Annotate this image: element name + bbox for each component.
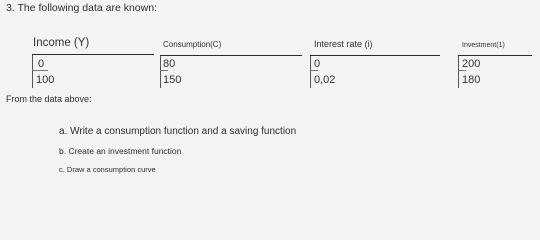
- row-separator: [310, 70, 318, 71]
- task-item-a: a. Write a consumption function and a saving function: [59, 126, 297, 137]
- header-investment: Investment(1): [462, 42, 505, 49]
- table-cell-interest: 0,02: [314, 74, 336, 86]
- task-item-c: c. Draw a consumption curve: [59, 165, 156, 174]
- header-rule-consumption: [160, 55, 302, 56]
- table-cell-income: 0: [38, 58, 45, 70]
- row-separator: [458, 70, 466, 71]
- table-cell-investment: 200: [462, 58, 481, 70]
- from-data-label: From the data above:: [6, 94, 92, 104]
- header-rule-interest: [310, 55, 440, 56]
- column-border-investment: [458, 56, 459, 88]
- table-cell-income: 100: [36, 74, 55, 86]
- question-heading: 3. The following data are known:: [6, 2, 157, 14]
- column-border-interest: [310, 56, 311, 88]
- row-separator: [160, 70, 168, 71]
- task-item-b: b. Create an investment function: [59, 146, 182, 156]
- header-rule-investment: [458, 55, 532, 56]
- row-separator: [32, 70, 48, 71]
- header-interest-rate: Interest rate (i): [314, 39, 373, 49]
- column-border-consumption: [160, 56, 161, 88]
- table-cell-consumption: 80: [163, 58, 176, 70]
- header-income: Income (Y): [33, 37, 90, 49]
- column-border-income: [32, 55, 33, 88]
- header-consumption: Consumption(C): [163, 40, 222, 49]
- table-cell-investment: 180: [462, 74, 481, 86]
- table-cell-consumption: 150: [163, 74, 182, 86]
- table-cell-interest: 0: [314, 58, 321, 70]
- header-rule-income: [32, 54, 154, 55]
